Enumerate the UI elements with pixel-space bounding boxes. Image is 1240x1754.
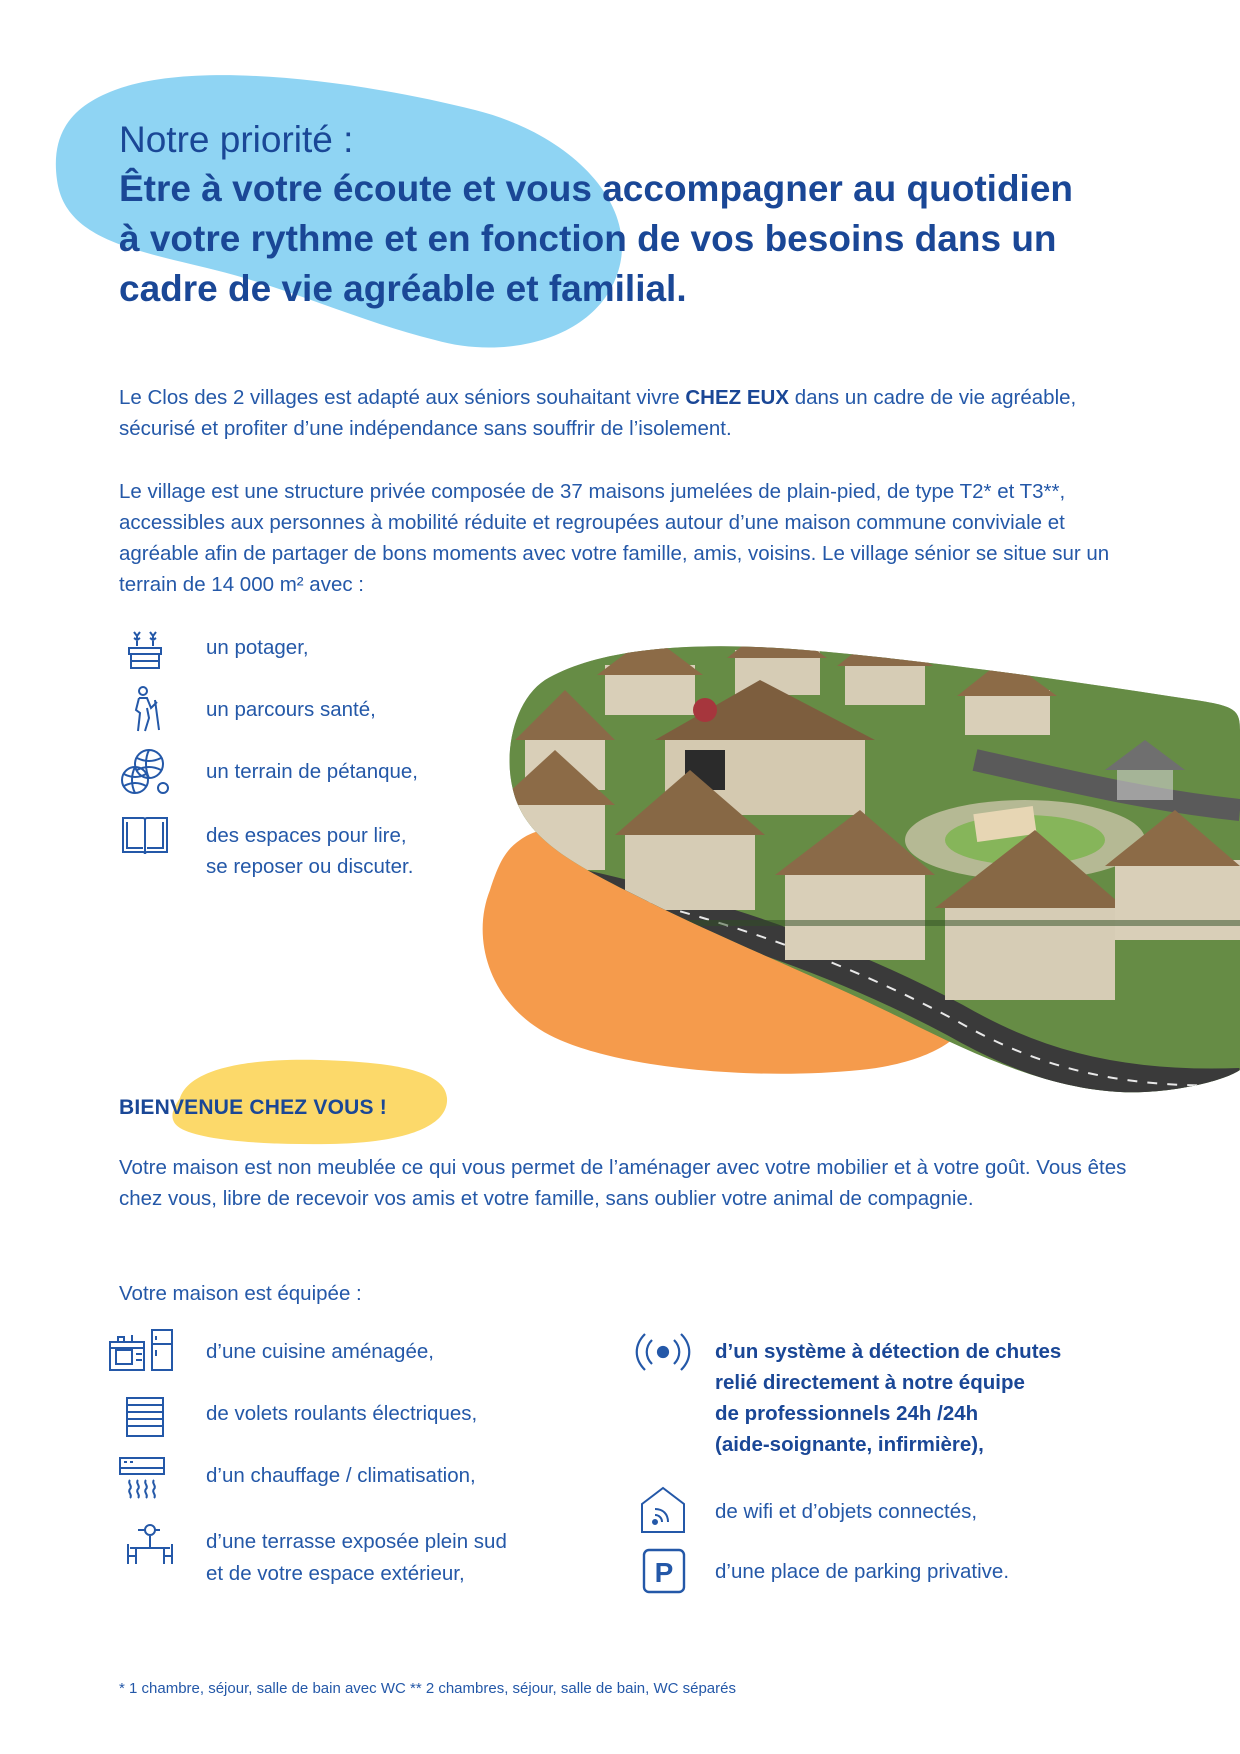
kitchen-icon <box>108 1326 164 1378</box>
intro-paragraph <box>119 382 1129 444</box>
village-paragraph: Le village est une structure privée composée de 37 maisons jumelées de plain-pied, de type T2* et T3**, accessibles aux personnes à mobilité réduite et regroupées autour d’une maison commune conviviale et agréable afin de partager de bons moments avec votre famille, amis, voisins. Le village sénior se situe sur un terrain de 14 000 m² avec : <box>119 480 1110 596</box>
equipment-label: de wifi et d’objets connectés, <box>715 1500 978 1523</box>
feature-label-line1: des espaces pour lire, <box>206 824 407 847</box>
feature-label: un potager, <box>206 636 309 659</box>
intro-text-bold: CHEZ EUX <box>685 386 790 409</box>
equipment-wifi <box>628 1484 1228 1536</box>
feature-potager <box>119 622 539 674</box>
planter-icon <box>119 622 171 674</box>
feature-reading-spaces <box>119 808 539 888</box>
intro-text-after: dans un cadre de vie agréable, sécurisé et profiter d’une indépendance sans souffrir de l’isolement. <box>119 386 1077 440</box>
intro-text-before: Le Clos des 2 villages est adapté aux séniors souhaitant vivre <box>119 386 686 409</box>
welcome-title: BIENVENUE CHEZ VOUS ! <box>119 1096 387 1119</box>
feature-label: un terrain de pétanque, <box>206 760 418 783</box>
equipment-heating <box>108 1454 568 1506</box>
equipment-shutters <box>108 1392 568 1444</box>
feature-petanque <box>119 746 539 798</box>
feature-label-line2: se reposer ou discuter. <box>206 855 414 878</box>
priority-title: Être à votre écoute et vous accompagner au quotidien à votre rythme et en fonction de vos besoins dans un cadre de vie agréable et familial. <box>119 168 1074 309</box>
parking-icon <box>628 1546 684 1598</box>
feature-parcours-sante <box>119 684 539 736</box>
equipment-label: d’un chauffage / climatisation, <box>206 1464 476 1487</box>
smart-home-wifi-icon <box>628 1484 684 1536</box>
fall-detection-line3: de professionnels 24h /24h <box>715 1402 979 1425</box>
equipment-label-line2: et de votre espace extérieur, <box>206 1562 465 1585</box>
equipment-label-line1: d’une terrasse exposée plein sud <box>206 1530 507 1553</box>
footnote: * 1 chambre, séjour, salle de bain avec WC ** 2 chambres, séjour, salle de bain, WC séparés <box>119 1680 736 1697</box>
equipped-intro: Votre maison est équipée : <box>119 1282 362 1305</box>
fall-detection-line1: d’un système à détection de chutes <box>715 1340 1062 1363</box>
equipment-label: d’une cuisine aménagée, <box>206 1340 434 1363</box>
equipment-label: d’une place de parking privative. <box>715 1560 1010 1583</box>
equipment-terrace <box>108 1516 568 1596</box>
feature-label: un parcours santé, <box>206 698 376 721</box>
air-conditioner-icon <box>108 1454 164 1506</box>
fall-detection-line2: relié directement à notre équipe <box>715 1371 1025 1394</box>
welcome-paragraph: Votre maison est non meublée ce qui vous permet de l’aménager avec votre mobilier et à votre goût. Vous êtes chez vous, libre de recevoir vos amis et votre famille, sans oublier votre animal de compagnie. <box>119 1156 1127 1210</box>
shutter-icon <box>108 1392 164 1444</box>
equipment-parking <box>628 1546 1228 1598</box>
equipment-label: de volets roulants électriques, <box>206 1402 478 1425</box>
svg-text:P: P <box>654 1557 674 1588</box>
terrace-table-icon <box>108 1516 164 1568</box>
equipment-kitchen <box>108 1326 568 1378</box>
open-book-icon <box>119 808 171 860</box>
fall-detection-line4: (aide-soignante, infirmière), <box>715 1433 984 1456</box>
village-aerial-image <box>505 640 1240 1095</box>
priority-intro: Notre priorité : <box>119 119 354 160</box>
hiker-icon <box>119 684 171 736</box>
fall-detection-signal-icon <box>628 1326 684 1378</box>
equipment-fall-detection <box>628 1326 1228 1456</box>
petanque-balls-icon <box>119 746 171 798</box>
